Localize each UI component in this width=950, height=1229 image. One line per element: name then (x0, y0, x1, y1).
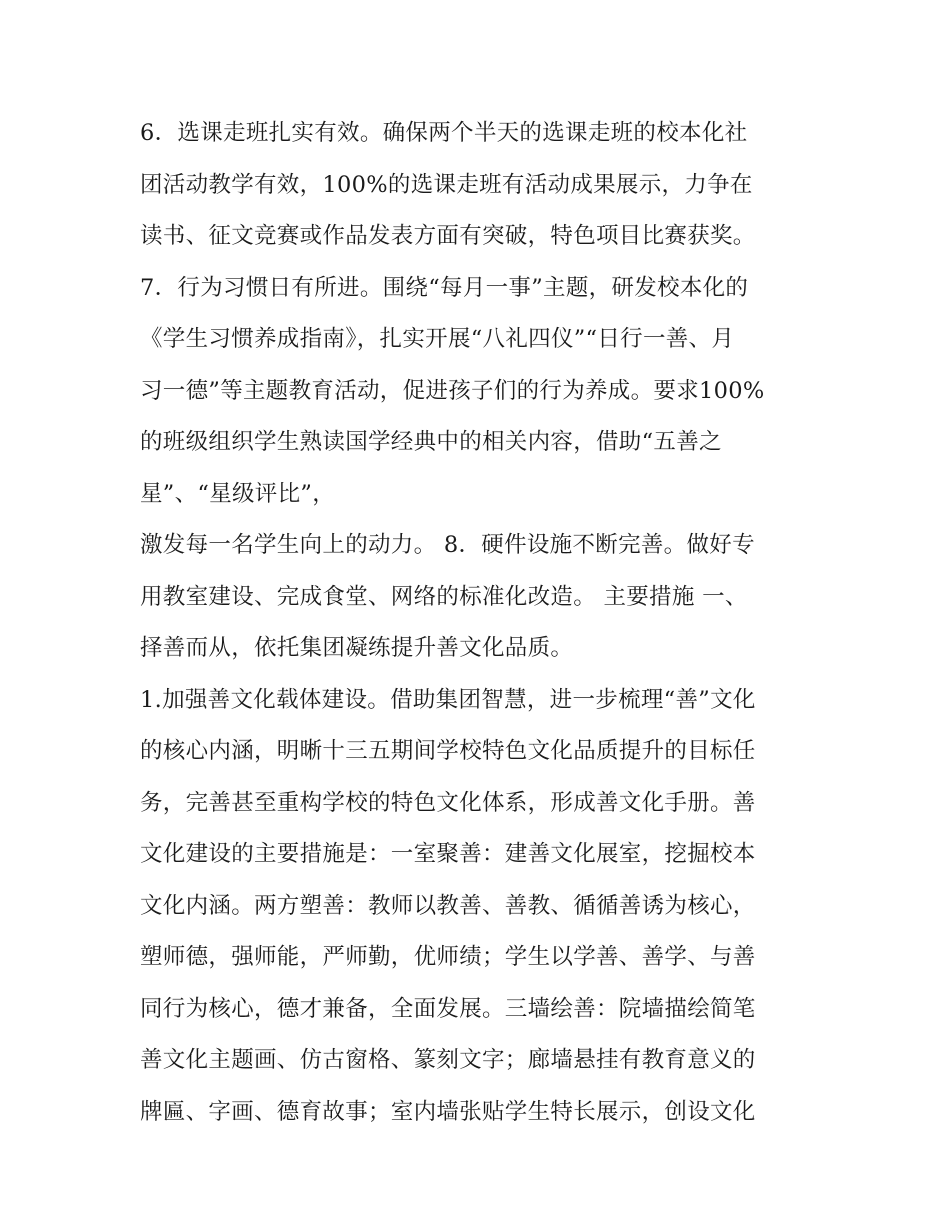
text-line-12: 1.加强善文化载体建设。借助集团智慧，进一步梳理“善”文化 (140, 686, 756, 713)
text-line-17: 塑师德，强师能，严师勤，优师绩；学生以学善、善学、与善 (140, 944, 756, 970)
text-line-16: 文化内涵。两方塑善：教师以教善、善教、循循善诱为核心， (140, 892, 756, 919)
text-line-4: 7．行为习惯日有所进。围绕“每月一事”主题，研发校本化的 (140, 274, 749, 301)
text-line-1: 6．选课走班扎实有效。确保两个半天的选课走班的校本化社 (140, 120, 748, 146)
text-line-3: 读书、征文竞赛或作品发表方面有突破，特色项目比赛获奖。 (140, 223, 756, 249)
text-line-15: 文化建设的主要措施是：一室聚善：建善文化展室，挖掘校本 (140, 841, 756, 867)
text-line-9: 激发每一名学生向上的动力。 8．硬件设施不断完善。做好专 (140, 532, 755, 558)
text-line-10: 用教室建设、完成食堂、网络的标准化改造。 主要措施 一、 (140, 583, 748, 610)
text-line-6: 习一德”等主题教育活动，促进孩子们的行为养成。要求100% (140, 377, 765, 404)
text-line-20: 牌匾、字画、德育故事；室内墙张贴学生特长展示，创设文化 (140, 1098, 756, 1125)
text-line-14: 务，完善甚至重构学校的特色文化体系，形成善文化手册。善 (140, 789, 756, 816)
text-line-11: 择善而从，依托集团凝练提升善文化品质。 (140, 635, 574, 661)
text-line-7: 的班级组织学生熟读国学经典中的相关内容，借助“五善之 (140, 429, 722, 455)
text-line-19: 善文化主题画、仿古窗格、篆刻文字；廊墙悬挂有教育意义的 (140, 1047, 756, 1073)
document-body (140, 108, 820, 1138)
text-line-8: 星”、“星级评比”， (140, 480, 336, 507)
text-line-2: 团活动教学有效，100%的选课走班有活动成果展示，力争在 (140, 171, 753, 198)
text-line-18: 同行为核心，德才兼备，全面发展。三墙绘善：院墙描绘简笔 (140, 995, 756, 1022)
text-line-13: 的核心内涵，明晰十三五期间学校特色文化品质提升的目标任 (140, 738, 756, 764)
text-line-5: 《学生习惯养成指南》，扎实开展“八礼四仪”“日行一善、月 (140, 326, 735, 352)
